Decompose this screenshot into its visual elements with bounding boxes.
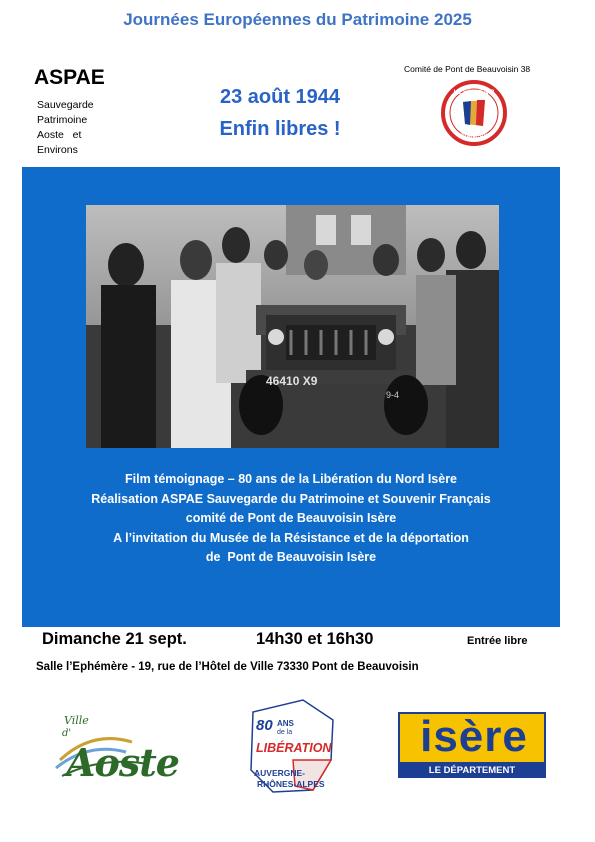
souvenir-logo-top-text: LE SOUVENIR xyxy=(453,90,495,96)
liberation-region-line2: RHÔNES-ALPES xyxy=(257,779,325,789)
aoste-line1: Ville xyxy=(64,714,89,727)
organizer-description xyxy=(37,98,94,158)
event-entry: Entrée libre xyxy=(467,635,528,647)
headline-date: 23 août 1944 xyxy=(219,86,341,108)
film-description xyxy=(22,470,560,568)
organizer-line: Patrimoine xyxy=(37,114,88,126)
souvenir-francais-logo xyxy=(441,80,507,146)
souvenir-logo-bottom-text: FRANÇAIS xyxy=(458,134,490,140)
event-title: Journées Européennes du Patrimoine 2025 xyxy=(123,10,472,29)
event-date: Dimanche 21 sept. xyxy=(42,630,187,648)
event-address: Salle l’Ephémère - 19, rue de l’Hôtel de Ville 73330 Pont de Beauvoisin xyxy=(36,661,419,673)
jeep-plate-side: 9-4 xyxy=(386,390,400,400)
aoste-name: Aoste xyxy=(66,740,179,785)
aoste-line2: d' xyxy=(62,728,72,739)
liberation-photo xyxy=(86,205,499,448)
description-line: Réalisation ASPAE Sauvegarde du Patrimoine et Souvenir Français xyxy=(91,491,491,506)
description-line: Film témoignage – 80 ans de la Libération du Nord Isère xyxy=(124,472,458,486)
organizer-line: Aoste et xyxy=(37,129,82,141)
organizer-name: ASPAE xyxy=(34,66,105,89)
isere-subtitle: LE DÉPARTEMENT xyxy=(398,764,546,778)
event-times: 14h30 et 16h30 xyxy=(256,630,374,648)
description-line: de Pont de Beauvoisin Isère xyxy=(205,550,377,564)
liberation-de: de la xyxy=(277,729,293,736)
organizer-line: Sauvegarde xyxy=(37,99,94,111)
isere-word: isère xyxy=(420,712,528,761)
description-line: A l’invitation du Musée de la Résistance et de la déportation xyxy=(113,530,469,545)
liberation-region-line1: AUVERGNE- xyxy=(254,768,306,778)
headline-tagline: Enfin libres ! xyxy=(219,118,341,140)
80-ans-liberation-logo xyxy=(233,690,348,808)
liberation-number: 80 xyxy=(256,717,273,734)
organizer-line: Environs xyxy=(37,144,78,156)
committee-label: Comité de Pont de Beauvoisin 38 xyxy=(404,64,531,74)
liberation-word: LIBÉRATION xyxy=(256,741,332,755)
jeep-plate-text: 46410 X9 xyxy=(266,374,318,388)
isere-departement-logo xyxy=(398,712,546,780)
isere-logo-banner xyxy=(398,712,546,764)
liberation-ans: ANS xyxy=(277,719,294,728)
description-line: comité de Pont de Beauvoisin Isère xyxy=(185,511,397,525)
ville-aoste-logo xyxy=(52,712,177,792)
